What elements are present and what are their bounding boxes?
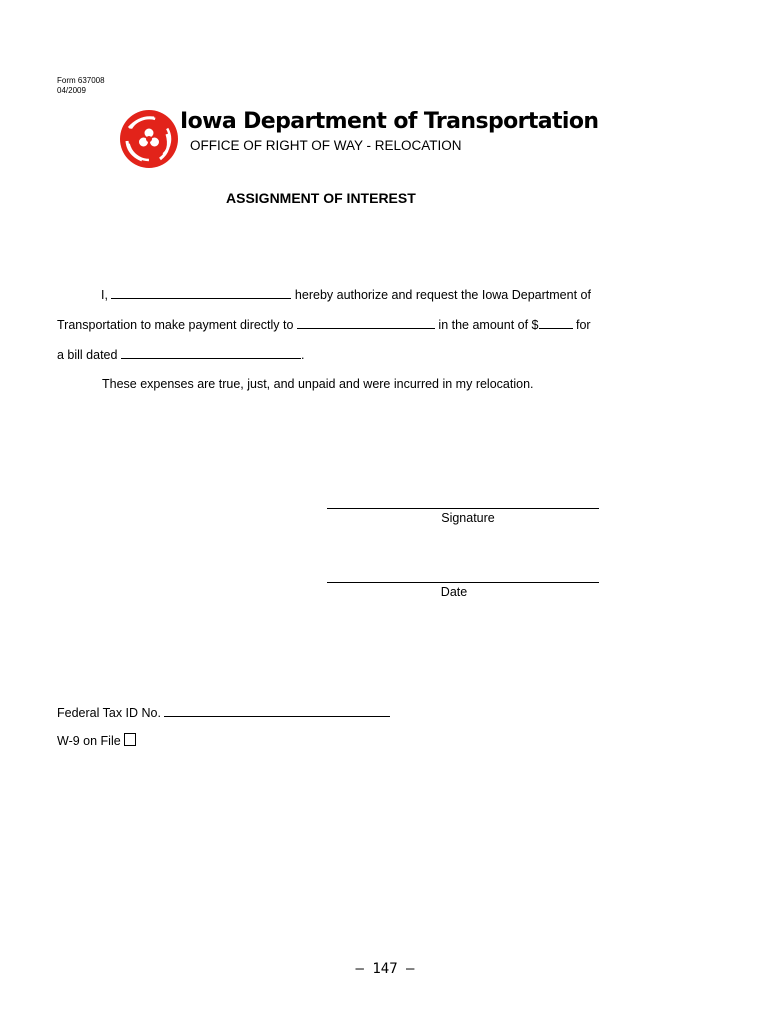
signature-label: Signature — [441, 511, 495, 525]
form-meta — [57, 76, 105, 96]
authorization-line-1 — [101, 286, 591, 303]
document-title: ASSIGNMENT OF INTEREST — [226, 190, 416, 206]
federal-tax-id-row — [57, 704, 390, 721]
date-line[interactable] — [327, 582, 599, 583]
line2-middle: in the amount of $ — [438, 318, 539, 332]
w9-row — [57, 733, 136, 749]
authorization-line-2 — [57, 316, 591, 333]
line3-suffix: . — [300, 348, 305, 362]
payee-blank[interactable] — [297, 316, 435, 329]
bill-date-blank[interactable] — [121, 346, 301, 359]
line1-suffix: hereby authorize and request the Iowa Department of — [294, 288, 591, 302]
authorization-line-3 — [57, 346, 304, 363]
agency-name: Iowa Department of Transportation — [180, 109, 599, 134]
w9-label: W-9 on File — [57, 734, 121, 748]
line3-prefix: a bill dated — [57, 348, 118, 362]
form-number: Form 637008 — [57, 76, 105, 85]
w9-checkbox[interactable] — [124, 733, 136, 746]
office-name: OFFICE OF RIGHT OF WAY - RELOCATION — [190, 138, 462, 153]
signature-line[interactable] — [327, 508, 599, 509]
date-label: Date — [440, 585, 468, 599]
name-blank[interactable] — [111, 286, 291, 299]
line1-prefix: I, — [101, 288, 108, 302]
form-revision-date: 04/2009 — [57, 86, 86, 95]
line2-prefix: Transportation to make payment directly to — [57, 318, 294, 332]
iowa-dot-logo — [118, 108, 180, 170]
amount-blank[interactable] — [539, 316, 573, 329]
federal-tax-id-blank[interactable] — [164, 704, 390, 717]
relocation-statement: These expenses are true, just, and unpaid and were incurred in my relocation. — [102, 377, 534, 391]
line2-suffix: for — [575, 318, 591, 332]
federal-tax-id-label: Federal Tax ID No. — [57, 706, 161, 720]
page-number: – 147 – — [355, 961, 415, 977]
